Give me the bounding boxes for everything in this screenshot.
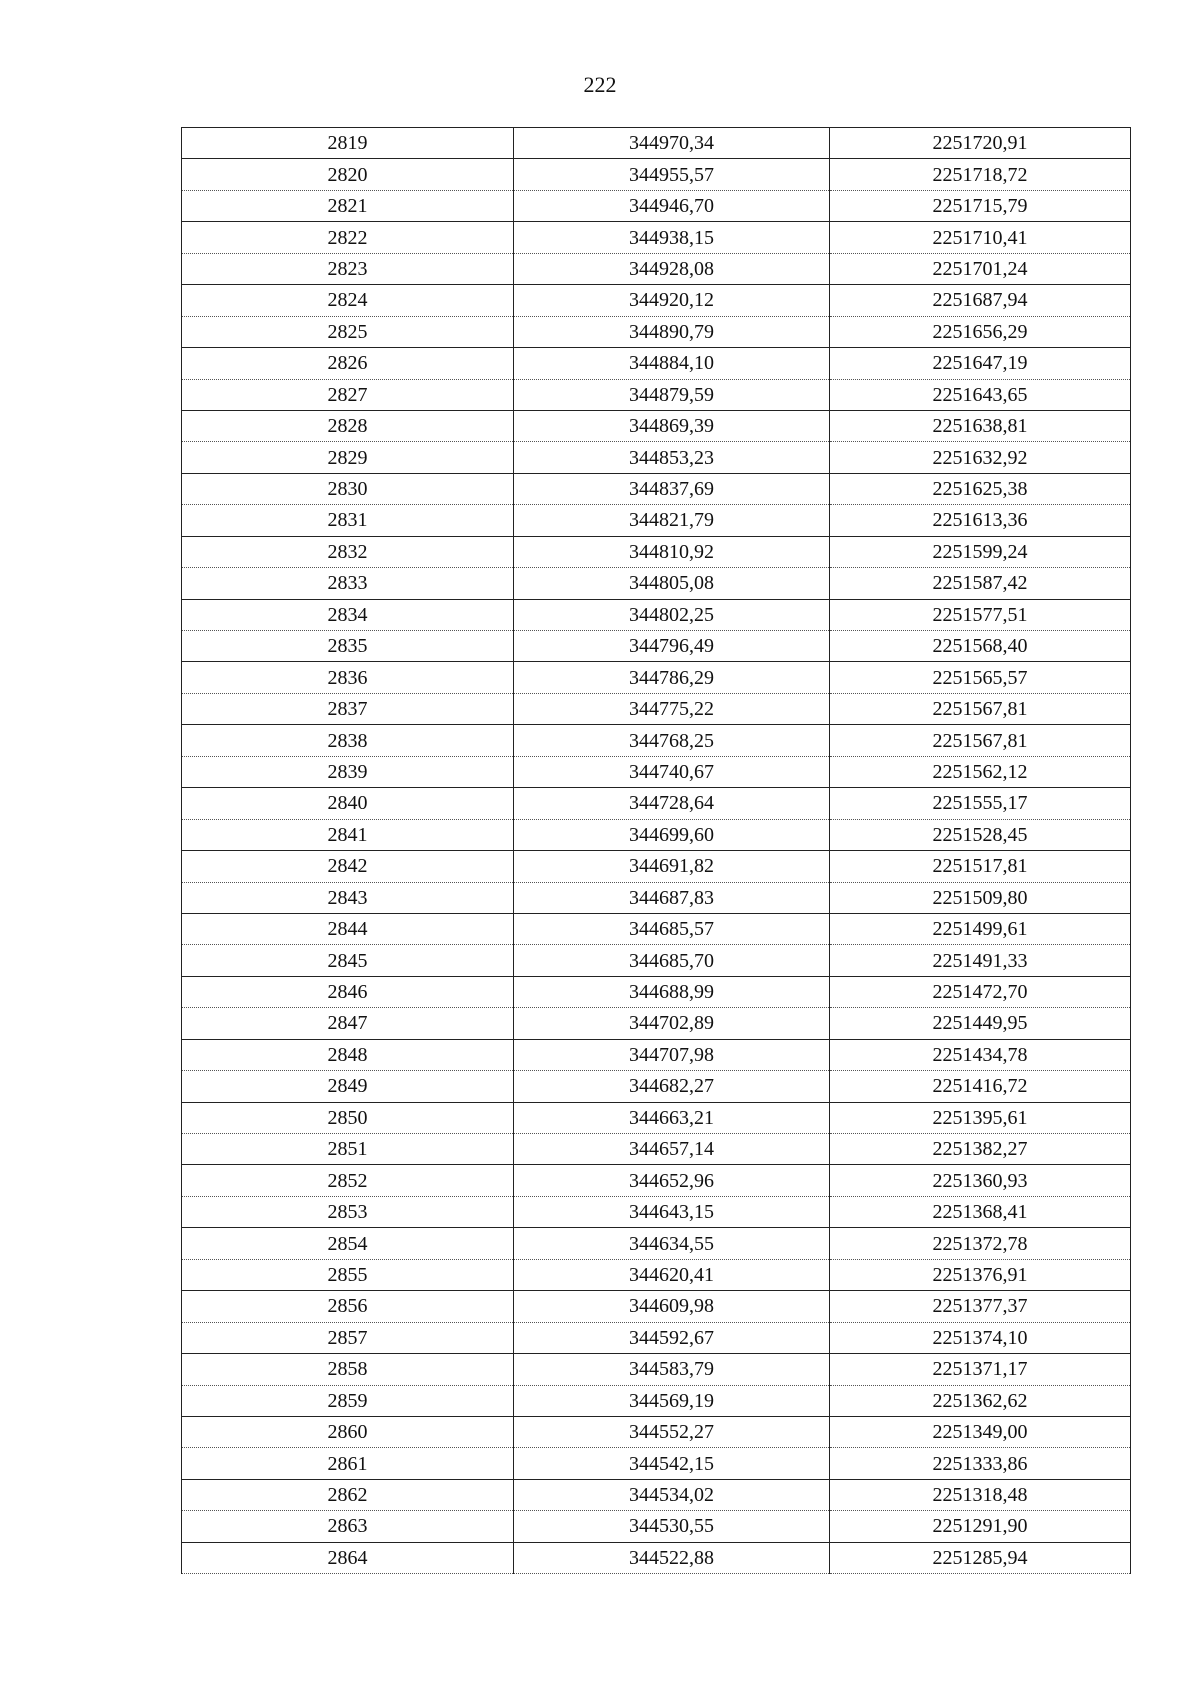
y-coordinate-cell: 2251377,37 [830,1291,1131,1322]
x-coordinate-cell: 344530,55 [514,1511,830,1542]
y-coordinate-cell: 2251643,65 [830,379,1131,410]
y-coordinate-cell: 2251376,91 [830,1259,1131,1290]
y-coordinate-cell: 2251333,86 [830,1448,1131,1479]
table-row [182,788,1131,819]
page-number: 222 [583,72,617,97]
point-number-cell: 2820 [182,159,514,190]
point-number-cell: 2827 [182,379,514,410]
x-coordinate-cell: 344740,67 [514,756,830,787]
y-coordinate-cell: 2251555,17 [830,788,1131,819]
table-row [182,253,1131,284]
y-coordinate-cell: 2251577,51 [830,599,1131,630]
table-row [182,882,1131,913]
point-number-cell: 2845 [182,945,514,976]
coordinates-table-body [182,128,1131,1574]
table-row [182,945,1131,976]
y-coordinate-cell: 2251371,17 [830,1354,1131,1385]
table-row [182,1354,1131,1385]
x-coordinate-cell: 344691,82 [514,851,830,882]
table-row [182,851,1131,882]
table-row [182,1165,1131,1196]
y-coordinate-cell: 2251285,94 [830,1542,1131,1573]
table-row [182,473,1131,504]
x-coordinate-cell: 344687,83 [514,882,830,913]
table-row [182,1259,1131,1290]
y-coordinate-cell: 2251318,48 [830,1479,1131,1510]
point-number-cell: 2842 [182,851,514,882]
table-row [182,1448,1131,1479]
table-row [182,410,1131,441]
point-number-cell: 2830 [182,473,514,504]
table-row [182,756,1131,787]
point-number-cell: 2824 [182,285,514,316]
y-coordinate-cell: 2251349,00 [830,1416,1131,1447]
table-row [182,1479,1131,1510]
table-row [182,568,1131,599]
point-number-cell: 2855 [182,1259,514,1290]
table-row [182,1134,1131,1165]
y-coordinate-cell: 2251362,62 [830,1385,1131,1416]
x-coordinate-cell: 344688,99 [514,976,830,1007]
point-number-cell: 2822 [182,222,514,253]
x-coordinate-cell: 344634,55 [514,1228,830,1259]
y-coordinate-cell: 2251613,36 [830,505,1131,536]
point-number-cell: 2843 [182,882,514,913]
point-number-cell: 2832 [182,536,514,567]
x-coordinate-cell: 344685,57 [514,913,830,944]
x-coordinate-cell: 344938,15 [514,222,830,253]
point-number-cell: 2836 [182,662,514,693]
y-coordinate-cell: 2251599,24 [830,536,1131,567]
table-row [182,1291,1131,1322]
y-coordinate-cell: 2251715,79 [830,190,1131,221]
table-row [182,159,1131,190]
y-coordinate-cell: 2251528,45 [830,819,1131,850]
x-coordinate-cell: 344853,23 [514,442,830,473]
point-number-cell: 2852 [182,1165,514,1196]
table-row [182,662,1131,693]
x-coordinate-cell: 344955,57 [514,159,830,190]
point-number-cell: 2851 [182,1134,514,1165]
point-number-cell: 2856 [182,1291,514,1322]
x-coordinate-cell: 344682,27 [514,1071,830,1102]
table-row [182,442,1131,473]
y-coordinate-cell: 2251687,94 [830,285,1131,316]
table-row [182,1511,1131,1542]
point-number-cell: 2829 [182,442,514,473]
table-row [182,190,1131,221]
x-coordinate-cell: 344869,39 [514,410,830,441]
x-coordinate-cell: 344928,08 [514,253,830,284]
point-number-cell: 2862 [182,1479,514,1510]
point-number-cell: 2838 [182,725,514,756]
point-number-cell: 2848 [182,1039,514,1070]
table-row [182,285,1131,316]
y-coordinate-cell: 2251632,92 [830,442,1131,473]
x-coordinate-cell: 344652,96 [514,1165,830,1196]
point-number-cell: 2826 [182,348,514,379]
point-number-cell: 2819 [182,128,514,159]
y-coordinate-cell: 2251509,80 [830,882,1131,913]
point-number-cell: 2861 [182,1448,514,1479]
y-coordinate-cell: 2251710,41 [830,222,1131,253]
point-number-cell: 2841 [182,819,514,850]
table-row [182,128,1131,159]
point-number-cell: 2833 [182,568,514,599]
y-coordinate-cell: 2251372,78 [830,1228,1131,1259]
table-row [182,599,1131,630]
y-coordinate-cell: 2251567,81 [830,725,1131,756]
point-number-cell: 2850 [182,1102,514,1133]
point-number-cell: 2834 [182,599,514,630]
point-number-cell: 2828 [182,410,514,441]
x-coordinate-cell: 344728,64 [514,788,830,819]
point-number-cell: 2831 [182,505,514,536]
table-row [182,1196,1131,1227]
point-number-cell: 2825 [182,316,514,347]
table-row [182,1102,1131,1133]
x-coordinate-cell: 344970,34 [514,128,830,159]
y-coordinate-cell: 2251562,12 [830,756,1131,787]
y-coordinate-cell: 2251647,19 [830,348,1131,379]
x-coordinate-cell: 344946,70 [514,190,830,221]
table-row [182,1322,1131,1353]
y-coordinate-cell: 2251395,61 [830,1102,1131,1133]
x-coordinate-cell: 344837,69 [514,473,830,504]
table-row [182,1008,1131,1039]
point-number-cell: 2859 [182,1385,514,1416]
x-coordinate-cell: 344685,70 [514,945,830,976]
table-row [182,536,1131,567]
x-coordinate-cell: 344699,60 [514,819,830,850]
x-coordinate-cell: 344802,25 [514,599,830,630]
y-coordinate-cell: 2251499,61 [830,913,1131,944]
point-number-cell: 2858 [182,1354,514,1385]
y-coordinate-cell: 2251291,90 [830,1511,1131,1542]
y-coordinate-cell: 2251434,78 [830,1039,1131,1070]
y-coordinate-cell: 2251638,81 [830,410,1131,441]
y-coordinate-cell: 2251720,91 [830,128,1131,159]
x-coordinate-cell: 344884,10 [514,348,830,379]
x-coordinate-cell: 344569,19 [514,1385,830,1416]
y-coordinate-cell: 2251472,70 [830,976,1131,1007]
x-coordinate-cell: 344810,92 [514,536,830,567]
table-row [182,819,1131,850]
y-coordinate-cell: 2251449,95 [830,1008,1131,1039]
table-row [182,379,1131,410]
coordinates-table [181,127,1131,1574]
x-coordinate-cell: 344534,02 [514,1479,830,1510]
point-number-cell: 2823 [182,253,514,284]
x-coordinate-cell: 344522,88 [514,1542,830,1573]
x-coordinate-cell: 344796,49 [514,631,830,662]
y-coordinate-cell: 2251567,81 [830,693,1131,724]
table-row [182,316,1131,347]
table-row [182,725,1131,756]
point-number-cell: 2854 [182,1228,514,1259]
x-coordinate-cell: 344663,21 [514,1102,830,1133]
y-coordinate-cell: 2251374,10 [830,1322,1131,1353]
x-coordinate-cell: 344657,14 [514,1134,830,1165]
point-number-cell: 2857 [182,1322,514,1353]
table-row [182,1385,1131,1416]
point-number-cell: 2837 [182,693,514,724]
x-coordinate-cell: 344821,79 [514,505,830,536]
point-number-cell: 2849 [182,1071,514,1102]
table-row [182,1228,1131,1259]
table-row [182,693,1131,724]
y-coordinate-cell: 2251382,27 [830,1134,1131,1165]
y-coordinate-cell: 2251491,33 [830,945,1131,976]
x-coordinate-cell: 344920,12 [514,285,830,316]
x-coordinate-cell: 344620,41 [514,1259,830,1290]
point-number-cell: 2864 [182,1542,514,1573]
point-number-cell: 2844 [182,913,514,944]
table-row [182,1039,1131,1070]
point-number-cell: 2839 [182,756,514,787]
x-coordinate-cell: 344552,27 [514,1416,830,1447]
x-coordinate-cell: 344879,59 [514,379,830,410]
table-row [182,913,1131,944]
x-coordinate-cell: 344805,08 [514,568,830,599]
table-row [182,222,1131,253]
table-row [182,505,1131,536]
table-row [182,976,1131,1007]
table-row [182,1416,1131,1447]
table-row [182,1071,1131,1102]
y-coordinate-cell: 2251625,38 [830,473,1131,504]
x-coordinate-cell: 344643,15 [514,1196,830,1227]
point-number-cell: 2863 [182,1511,514,1542]
x-coordinate-cell: 344592,67 [514,1322,830,1353]
table-row [182,631,1131,662]
point-number-cell: 2840 [182,788,514,819]
x-coordinate-cell: 344775,22 [514,693,830,724]
x-coordinate-cell: 344542,15 [514,1448,830,1479]
y-coordinate-cell: 2251656,29 [830,316,1131,347]
table-row [182,1542,1131,1573]
y-coordinate-cell: 2251517,81 [830,851,1131,882]
point-number-cell: 2860 [182,1416,514,1447]
y-coordinate-cell: 2251360,93 [830,1165,1131,1196]
point-number-cell: 2835 [182,631,514,662]
table-row [182,348,1131,379]
y-coordinate-cell: 2251416,72 [830,1071,1131,1102]
y-coordinate-cell: 2251718,72 [830,159,1131,190]
x-coordinate-cell: 344583,79 [514,1354,830,1385]
point-number-cell: 2847 [182,1008,514,1039]
y-coordinate-cell: 2251568,40 [830,631,1131,662]
x-coordinate-cell: 344890,79 [514,316,830,347]
y-coordinate-cell: 2251587,42 [830,568,1131,599]
y-coordinate-cell: 2251368,41 [830,1196,1131,1227]
point-number-cell: 2846 [182,976,514,1007]
point-number-cell: 2821 [182,190,514,221]
x-coordinate-cell: 344609,98 [514,1291,830,1322]
y-coordinate-cell: 2251565,57 [830,662,1131,693]
x-coordinate-cell: 344707,98 [514,1039,830,1070]
x-coordinate-cell: 344702,89 [514,1008,830,1039]
y-coordinate-cell: 2251701,24 [830,253,1131,284]
point-number-cell: 2853 [182,1196,514,1227]
x-coordinate-cell: 344768,25 [514,725,830,756]
x-coordinate-cell: 344786,29 [514,662,830,693]
